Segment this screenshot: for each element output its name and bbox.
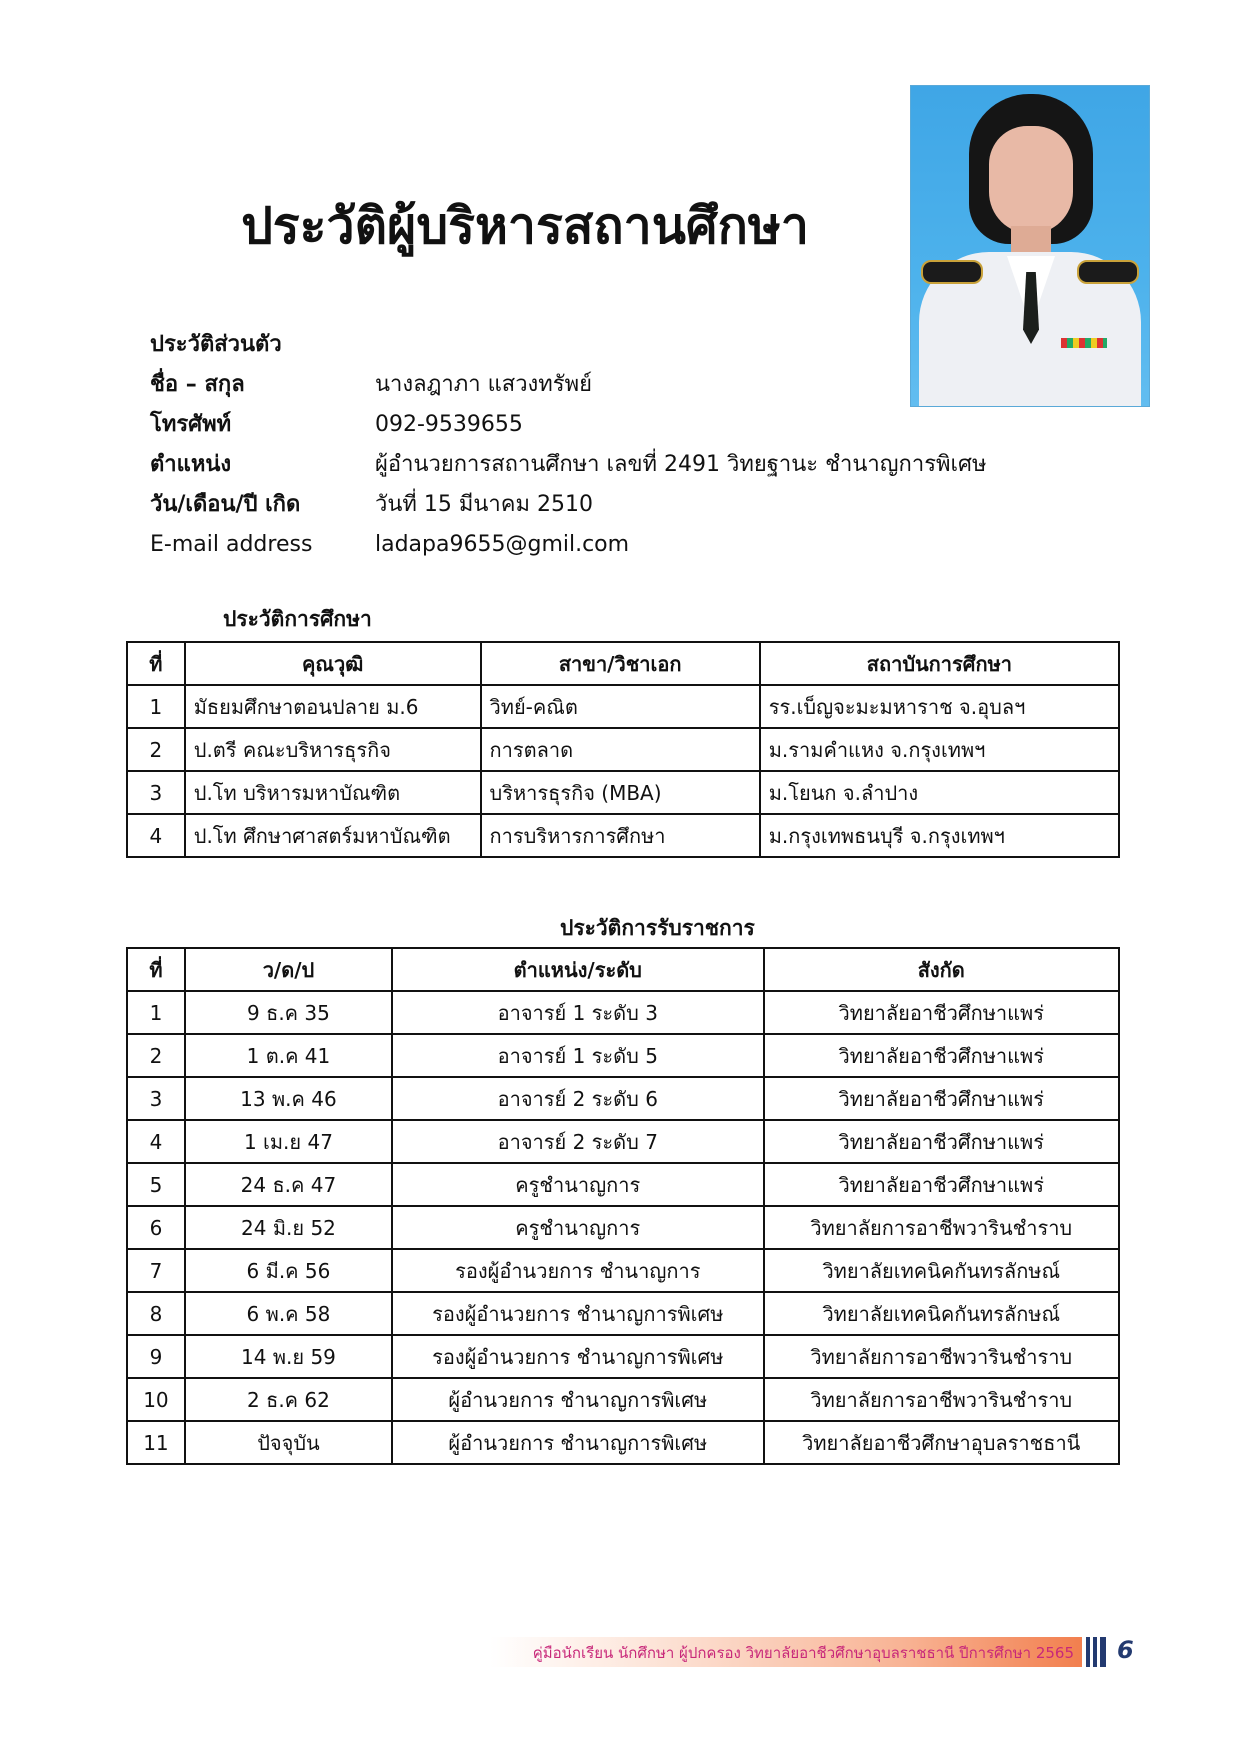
cell-affiliation: วิทยาลัยการอาชีพวารินชำราบ <box>764 1206 1120 1249</box>
col-header-institution: สถาบันการศึกษา <box>760 642 1119 685</box>
cell-no: 1 <box>127 685 185 728</box>
cell-no: 1 <box>127 991 185 1034</box>
info-row-phone <box>150 405 523 445</box>
page-number: 6 <box>1117 1636 1134 1664</box>
cell-no: 2 <box>127 1034 185 1077</box>
cell-position: อาจารย์ 2 ระดับ 7 <box>392 1120 763 1163</box>
education-title: ประวัติการศึกษา <box>223 607 372 631</box>
cell-institution: ม.รามคำแหง จ.กรุงเทพฯ <box>760 728 1119 771</box>
col-header-major: สาขา/วิชาเอก <box>481 642 760 685</box>
table-row <box>127 771 1119 814</box>
cell-no: 4 <box>127 1120 185 1163</box>
cell-affiliation: วิทยาลัยอาชีวศึกษาแพร่ <box>764 991 1120 1034</box>
cell-affiliation: วิทยาลัยอาชีวศึกษาแพร่ <box>764 1120 1120 1163</box>
cell-position: รองผู้อำนวยการ ชำนาญการพิเศษ <box>392 1335 763 1378</box>
col-header-no: ที่ <box>127 642 185 685</box>
table-row <box>127 1120 1119 1163</box>
cell-major: วิทย์-คณิต <box>481 685 760 728</box>
table-header-row <box>127 642 1119 685</box>
footer-bar-decoration <box>1086 1637 1090 1667</box>
cell-qualification: ป.โท ศึกษาศาสตร์มหาบัณฑิต <box>185 814 481 857</box>
col-header-position: ตำแหน่ง/ระดับ <box>392 948 763 991</box>
email-label: E-mail address <box>150 532 313 557</box>
table-row <box>127 1335 1119 1378</box>
cell-no: 3 <box>127 771 185 814</box>
table-row <box>127 1378 1119 1421</box>
cell-affiliation: วิทยาลัยอาชีวศึกษาแพร่ <box>764 1034 1120 1077</box>
cell-affiliation: วิทยาลัยอาชีวศึกษาแพร่ <box>764 1077 1120 1120</box>
table-row <box>127 1163 1119 1206</box>
info-row-birthdate <box>150 485 593 525</box>
table-row <box>127 991 1119 1034</box>
info-row-email <box>150 525 630 565</box>
position-label: ตำแหน่ง <box>150 452 232 477</box>
cell-affiliation: วิทยาลัยเทคนิคกันทรลักษณ์ <box>764 1249 1120 1292</box>
service-title: ประวัติการรับราชการ <box>560 916 755 940</box>
cell-no: 11 <box>127 1421 185 1464</box>
table-row <box>127 1249 1119 1292</box>
table-header-row <box>127 948 1119 991</box>
cell-position: รองผู้อำนวยการ ชำนาญการ <box>392 1249 763 1292</box>
cell-no: 5 <box>127 1163 185 1206</box>
cell-date: 1 ต.ค 41 <box>185 1034 392 1077</box>
cell-date: 9 ธ.ค 35 <box>185 991 392 1034</box>
phone-label: โทรศัพท์ <box>150 412 232 437</box>
table-row <box>127 814 1119 857</box>
birthdate-value: วันที่ 15 มีนาคม 2510 <box>375 492 593 517</box>
col-header-qualification: คุณวุฒิ <box>185 642 481 685</box>
cell-no: 8 <box>127 1292 185 1335</box>
cell-no: 3 <box>127 1077 185 1120</box>
cell-position: รองผู้อำนวยการ ชำนาญการพิเศษ <box>392 1292 763 1335</box>
table-row <box>127 1077 1119 1120</box>
cell-major: การบริหารการศึกษา <box>481 814 760 857</box>
cell-date: 1 เม.ย 47 <box>185 1120 392 1163</box>
table-row <box>127 1421 1119 1464</box>
cell-institution: รร.เบ็ญจะมะมหาราช จ.อุบลฯ <box>760 685 1119 728</box>
table-row <box>127 685 1119 728</box>
table-row <box>127 1206 1119 1249</box>
birthdate-label: วัน/เดือน/ปี เกิด <box>150 492 301 517</box>
cell-qualification: มัธยมศึกษาตอนปลาย ม.6 <box>185 685 481 728</box>
cell-position: ผู้อำนวยการ ชำนาญการพิเศษ <box>392 1378 763 1421</box>
profile-photo <box>910 85 1150 407</box>
cell-institution: ม.โยนก จ.ลำปาง <box>760 771 1119 814</box>
cell-affiliation: วิทยาลัยการอาชีพวารินชำราบ <box>764 1335 1120 1378</box>
cell-affiliation: วิทยาลัยอาชีวศึกษาแพร่ <box>764 1163 1120 1206</box>
cell-position: ผู้อำนวยการ ชำนาญการพิเศษ <box>392 1421 763 1464</box>
phone-value: 092-9539655 <box>375 412 523 437</box>
cell-date: 2 ธ.ค 62 <box>185 1378 392 1421</box>
page-title: ประวัติผู้บริหารสถานศึกษา <box>241 197 809 255</box>
cell-major: บริหารธุรกิจ (MBA) <box>481 771 760 814</box>
cell-no: 7 <box>127 1249 185 1292</box>
personal-info <box>150 325 987 565</box>
cell-qualification: ป.โท บริหารมหาบัณฑิต <box>185 771 481 814</box>
footer-bar-decoration <box>1093 1637 1097 1667</box>
cell-no: 2 <box>127 728 185 771</box>
cell-no: 9 <box>127 1335 185 1378</box>
cell-position: อาจารย์ 2 ระดับ 6 <box>392 1077 763 1120</box>
personal-heading: ประวัติส่วนตัว <box>150 332 282 357</box>
col-header-no: ที่ <box>127 948 185 991</box>
footer-text: คู่มือนักเรียน นักศึกษา ผู้ปกครอง วิทยาลัยอาชีวศึกษาอุบลราชธานี ปีการศึกษา 2565 <box>532 1644 1074 1662</box>
position-value: ผู้อำนวยการสถานศึกษา เลขที่ 2491 วิทยฐานะ ชำนาญการพิเศษ <box>375 452 987 477</box>
col-header-affiliation: สังกัด <box>764 948 1120 991</box>
education-table <box>126 641 1120 858</box>
name-label: ชื่อ – สกุล <box>150 372 245 397</box>
cell-date: 24 มิ.ย 52 <box>185 1206 392 1249</box>
cell-qualification: ป.ตรี คณะบริหารธุรกิจ <box>185 728 481 771</box>
table-row <box>127 1292 1119 1335</box>
cell-date: ปัจจุบัน <box>185 1421 392 1464</box>
cell-affiliation: วิทยาลัยเทคนิคกันทรลักษณ์ <box>764 1292 1120 1335</box>
info-row-position <box>150 445 987 485</box>
cell-position: อาจารย์ 1 ระดับ 3 <box>392 991 763 1034</box>
cell-date: 14 พ.ย 59 <box>185 1335 392 1378</box>
cell-institution: ม.กรุงเทพธนบุรี จ.กรุงเทพฯ <box>760 814 1119 857</box>
info-row-name <box>150 365 593 405</box>
cell-date: 24 ธ.ค 47 <box>185 1163 392 1206</box>
service-table <box>126 947 1120 1465</box>
cell-position: ครูชำนาญการ <box>392 1206 763 1249</box>
cell-date: 13 พ.ค 46 <box>185 1077 392 1120</box>
cell-position: ครูชำนาญการ <box>392 1163 763 1206</box>
cell-no: 4 <box>127 814 185 857</box>
cell-date: 6 มี.ค 56 <box>185 1249 392 1292</box>
cell-date: 6 พ.ค 58 <box>185 1292 392 1335</box>
email-value: ladapa9655@gmil.com <box>375 532 630 557</box>
col-header-date: ว/ด/ป <box>185 948 392 991</box>
cell-affiliation: วิทยาลัยอาชีวศึกษาอุบลราชธานี <box>764 1421 1120 1464</box>
cell-no: 6 <box>127 1206 185 1249</box>
footer-banner <box>490 1637 1082 1667</box>
name-value: นางลฎาภา แสวงทรัพย์ <box>375 372 593 397</box>
cell-position: อาจารย์ 1 ระดับ 5 <box>392 1034 763 1077</box>
cell-affiliation: วิทยาลัยการอาชีพวารินชำราบ <box>764 1378 1120 1421</box>
table-row <box>127 728 1119 771</box>
cell-no: 10 <box>127 1378 185 1421</box>
cell-major: การตลาด <box>481 728 760 771</box>
table-row <box>127 1034 1119 1077</box>
footer-bar-decoration <box>1100 1637 1106 1667</box>
